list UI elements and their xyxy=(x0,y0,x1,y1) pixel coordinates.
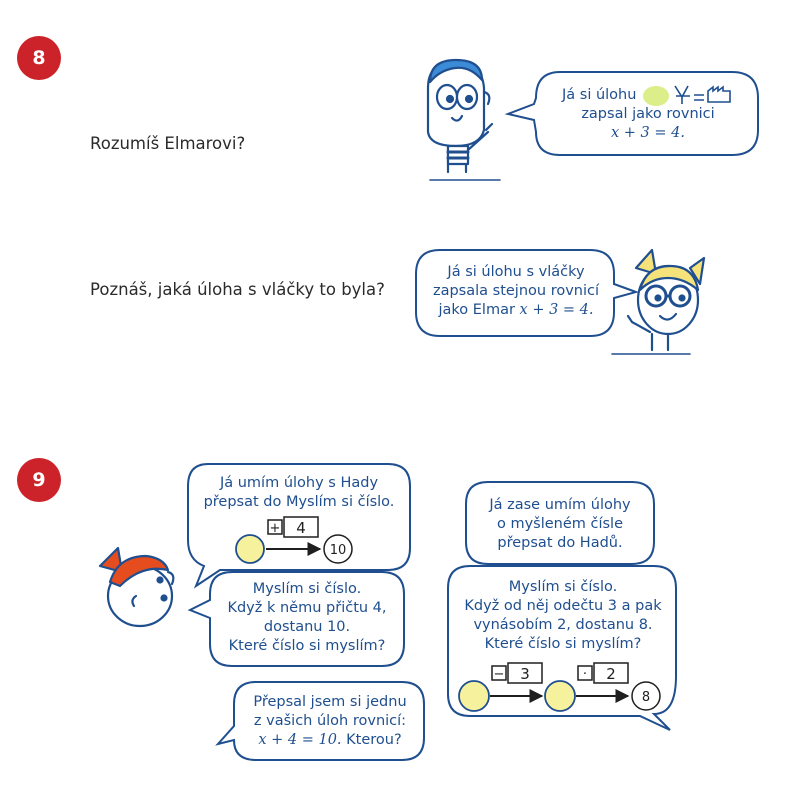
boy-middle-line2: Když k němu přičtu 4, xyxy=(227,600,387,616)
girl-line3-prefix: jako Elmar xyxy=(438,302,515,318)
question-which-train-task: Poznáš, jaká úloha s vláčky to byla? xyxy=(90,280,385,299)
right-bottom-line3: vynásobím 2, dostanu 8. xyxy=(473,617,653,633)
boy-middle-line4: Které číslo si myslím? xyxy=(228,638,386,654)
question-understand-elmar: Rozumíš Elmarovi? xyxy=(90,134,246,153)
bottom-line1: Přepsal jsem si jednu xyxy=(253,694,407,710)
right-bottom-line2: Když od něj odečtu 3 a pak xyxy=(464,598,662,614)
bottom-suffix: Kterou? xyxy=(346,732,402,748)
girl-equation: x + 3 = 4. xyxy=(519,302,594,318)
task-number-8: 8 xyxy=(17,36,61,80)
snake-op2: · xyxy=(582,667,588,682)
girl-bubble-text xyxy=(418,263,614,320)
boy-top-bubble-text xyxy=(190,474,408,512)
bottom-equation: x + 4 = 10. xyxy=(258,732,342,748)
right-top-line2: o myšleném čísle xyxy=(496,516,624,532)
right-bottom-bubble-text xyxy=(450,578,676,654)
elmar-character xyxy=(428,60,500,180)
boy-middle-line1: Myslím si číslo. xyxy=(252,581,362,597)
snake-start-circle xyxy=(236,535,264,563)
snake-result-8: 8 xyxy=(641,690,651,705)
snake-result: 10 xyxy=(329,543,347,558)
elmar-bubble-text xyxy=(548,86,748,143)
elmar-line1: Já si úlohu xyxy=(562,87,637,103)
right-bottom-line4: Které číslo si myslím? xyxy=(484,636,642,652)
girl-line2: zapsala stejnou rovnicí xyxy=(432,283,600,299)
boy-top-line1: Já umím úlohy s Hady xyxy=(219,475,379,491)
girl-character xyxy=(612,250,704,354)
snake-operator: + xyxy=(269,521,281,536)
elmar-line2: zapsal jako rovnici xyxy=(581,106,715,122)
snake-operand2: 2 xyxy=(606,665,616,683)
boy-character xyxy=(100,548,173,626)
right-top-line3: přepsat do Hadů. xyxy=(497,535,623,551)
boy-middle-line3: dostanu 10. xyxy=(263,619,351,635)
bottom-line2: z vašich úloh rovnicí: xyxy=(253,713,407,729)
elmar-equation: x + 3 = 4. xyxy=(611,125,685,141)
boy-middle-bubble-text xyxy=(210,580,404,656)
right-top-bubble-text xyxy=(466,496,654,553)
snake-operand1: 3 xyxy=(520,665,530,683)
right-top-line1: Já zase umím úlohy xyxy=(489,497,631,513)
bottom-bubble-text xyxy=(236,693,424,750)
girl-line1: Já si úlohu s vláčky xyxy=(447,264,585,280)
right-bottom-line1: Myslím si číslo. xyxy=(508,579,618,595)
task-number-9: 9 xyxy=(17,458,61,502)
snake-op1: − xyxy=(493,667,505,682)
boy-top-line2: přepsat do Myslím si číslo. xyxy=(203,494,395,510)
snake-operand: 4 xyxy=(296,519,306,537)
